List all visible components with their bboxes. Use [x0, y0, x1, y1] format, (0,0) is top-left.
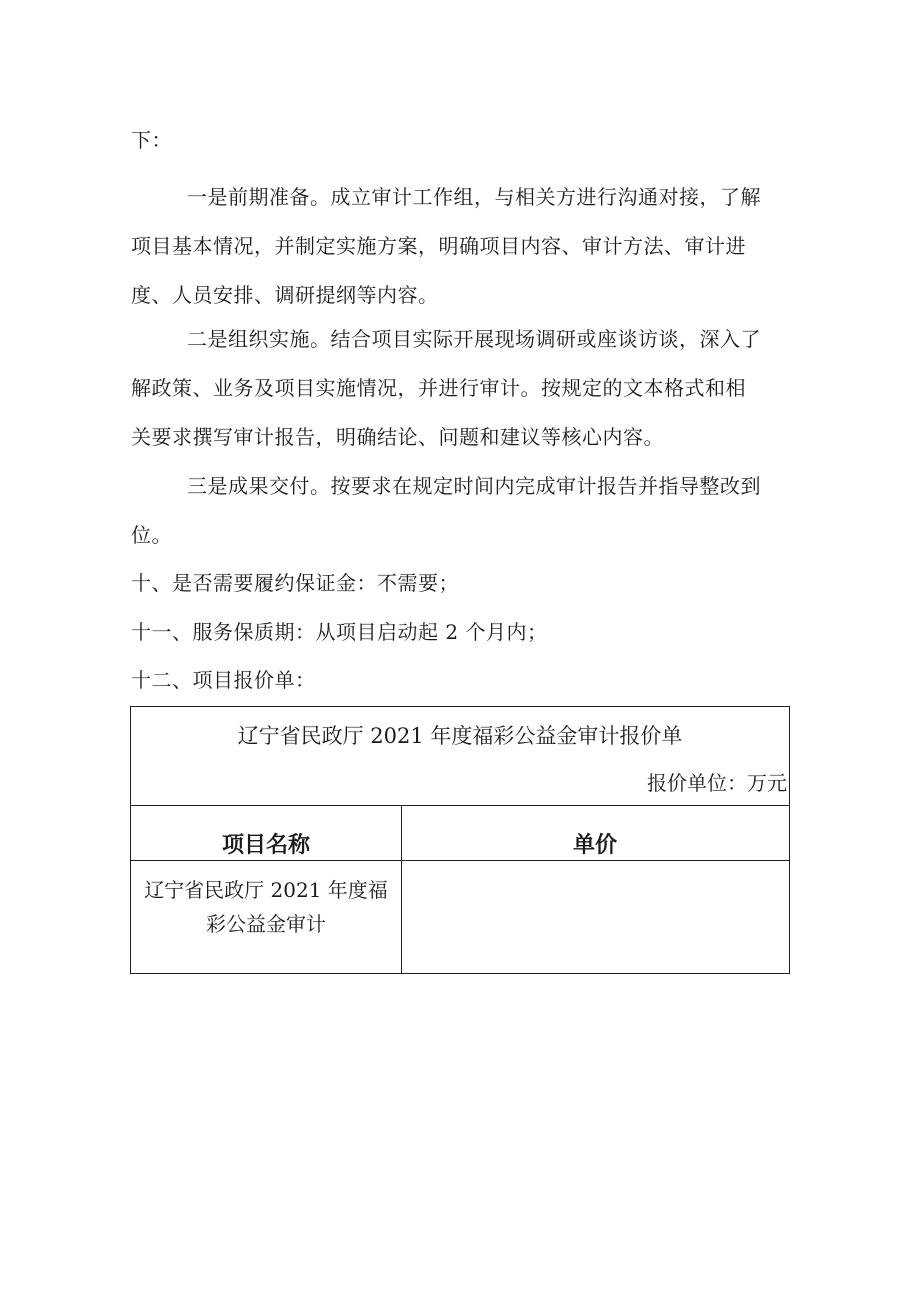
- paragraph-1-line-2: 项目基本情况，并制定实施方案，明确项目内容、审计方法、审计进: [131, 234, 746, 258]
- text-line: 下：: [131, 128, 172, 152]
- quote-table: [130, 706, 790, 974]
- item-name-line-2: 彩公益金审计: [206, 912, 326, 936]
- paragraph-2-line-3: 关要求撰写审计报告，明确结论、问题和建议等核心内容。: [131, 425, 664, 449]
- item-12: 十二、项目报价单：: [131, 668, 316, 692]
- paragraph-2-line-2: 解政策、业务及项目实施情况，并进行审计。按规定的文本格式和相: [131, 376, 746, 400]
- column-header-item-name: 项目名称: [221, 833, 310, 858]
- quote-table-unit: 报价单位：万元: [647, 771, 787, 795]
- table-divider: [131, 805, 789, 806]
- item-11: 十一、服务保质期：从项目启动起 2 个月内；: [131, 620, 548, 644]
- item-10: 十、是否需要履约保证金：不需要；: [131, 571, 459, 595]
- table-column-divider: [401, 805, 402, 973]
- quote-table-title: 辽宁省民政厅 2021 年度福彩公益金审计报价单: [237, 724, 683, 748]
- table-cell-item-name: [131, 873, 401, 941]
- item-name-line-1: 辽宁省民政厅 2021 年度福: [144, 878, 388, 902]
- paragraph-1-line-3: 度、人员安排、调研提纲等内容。: [131, 283, 439, 307]
- table-divider: [131, 860, 789, 861]
- paragraph-1-line-1: 一是前期准备。成立审计工作组，与相关方进行沟通对接，了解: [187, 185, 761, 209]
- paragraph-3-line-2: 位。: [131, 523, 172, 547]
- paragraph-2-line-1: 二是组织实施。结合项目实际开展现场调研或座谈访谈，深入了: [187, 327, 761, 351]
- column-header-unit-price: 单价: [572, 833, 617, 858]
- paragraph-3-line-1: 三是成果交付。按要求在规定时间内完成审计报告并指导整改到: [187, 474, 761, 498]
